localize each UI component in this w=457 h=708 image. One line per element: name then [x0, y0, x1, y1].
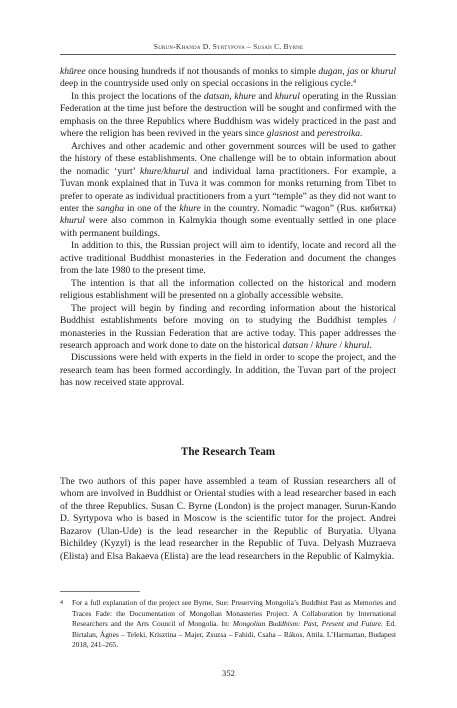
paragraph-6: [60, 303, 396, 353]
text-run: or: [358, 66, 372, 77]
footnote-ref[interactable]: 4: [352, 79, 356, 86]
text-run: deep in the countryside used only on special occasions in the religious cycle.: [60, 78, 353, 90]
text-run: were also common in Kalmykia though some eventually settled in one place with permanent buildings.: [60, 215, 396, 239]
text-run: in one of the: [124, 202, 180, 214]
paragraph-4: In addition to this, the Russian project will aim to identify, locate and record all the active traditional Buddhist monasteries in the Federation and document the changes from the late 1980 to the present time.: [60, 240, 396, 277]
term-dugan: dugan: [318, 66, 343, 77]
term-perestroika: perestroika: [317, 128, 360, 140]
running-header: [0, 42, 457, 51]
header-rule: [60, 54, 396, 55]
term-khure-khurul: khure/khurul: [140, 165, 189, 177]
text-run: Archives and other academic and other government sources will be used to gather the history of these establishments. One challenge will be to obtain information about the nomadic ‘yurt’: [60, 140, 396, 177]
text-run: once housing hundreds if not thousands of monks to simple: [85, 66, 319, 77]
term-datsan: datsan: [203, 90, 230, 102]
text-run: /: [308, 339, 316, 351]
text-run: and individual lama practitioners. For example, a Tuvan monk explained that in Tuva it was common for monks returning from Tibet to prefer to operate as individual practitioners from a yurt “temple” as they did not want to enter the: [60, 165, 396, 214]
text-run: and: [255, 90, 275, 102]
term-khurul: khurul: [344, 339, 370, 351]
text-run: .: [359, 128, 363, 140]
body-text: [60, 66, 396, 390]
page-number: 352: [222, 668, 235, 678]
term-khure: khure: [179, 202, 201, 214]
paragraph-2: [60, 91, 396, 141]
text-run: In this project the locations of the: [71, 90, 204, 102]
term-khurul: khurul: [274, 90, 300, 102]
text-run: operating in the Russian Federation at the time just before the destruction will be sought and confirmed with the emphasis on the three Republics where Buddhism was widely practiced in the past and where the religion has been revived in the years since: [60, 90, 396, 140]
section-paragraph: The two authors of this paper have assembled a team of Russian researchers all of whom are involved in Buddhist or Oriental studies with a lead researcher based in each of the three Republics. Susan C. Byrne (London) is the project manager. Surun-Kando D. Syrtypova who is based in Moscow is the scientific tutor for the project. Andrei Bazarov (Ulan-Ude) is the lead researcher in the Republic of Buryatia. Ulyana Bichildey (Kyzyl) is the lead researcher in the Republic of Tuva. Delyash Muzraeva (Elista) and Elsa Bakaeva (Elista) are the lead researchers in the Republic of Kalmykia.: [60, 476, 396, 562]
term-khure: khure: [315, 339, 337, 351]
text-run: Ed. Birtalan, Ágnes – Teleki, Krisztina – Majer, Zsuzsa – Fahidi, Csaba – Rákos, Attila. L’Harmattan, Budapest 2018, 241–265.: [72, 619, 396, 649]
section-body: [60, 476, 396, 563]
running-header-text: Surun-Khanda D. Syrtypova – Susan C. Byrne: [153, 42, 304, 51]
footnote-rule: [60, 591, 140, 592]
footnote-number: 4: [60, 600, 63, 606]
term-datsan: datsan: [282, 339, 309, 351]
text-run: .: [369, 339, 372, 351]
paragraph-7: Discussions were held with experts in the field in order to scope the project, and the research team has been formed accordingly. In addition, the Tuvan part of the project has now received state approval.: [60, 352, 396, 389]
text-run: The project will begin by finding and recording information about the historical Buddhist establishments before moving on to studying the Buddhist temples / monasteries in the Russian Federation that are active today. This paper addresses the research approach and work done to date on the historical: [60, 302, 396, 351]
paragraph-5: The intention is that all the information collected on the historical and modern religious establishment will be presented on a globally accessible website.: [60, 277, 396, 302]
section-heading: The Research Team: [180, 446, 276, 458]
footnote-text: [72, 598, 396, 651]
term-khuree: khūree: [60, 66, 86, 77]
paragraph-3: [60, 141, 396, 241]
text-run: in the country. Nomadic “wagon” (Rus. кибитка): [200, 202, 396, 214]
footnote: [60, 598, 396, 651]
text-run: ,: [342, 66, 348, 77]
text-run: For a full explanation of the project see Byrne, Sue: Preserving Mongolia’s Buddhist Past as Memories and Traces Fade: the Documentation of Mongolian Monasteries Project. A Collaboration by International Researchers and the Arts Council of Mongolia. In:: [72, 598, 396, 628]
text-run: /: [336, 339, 345, 351]
footnote-book-title: Mongolian Buddhism: Past, Present and Future.: [232, 619, 383, 628]
term-sangha: sangha: [96, 202, 125, 214]
term-glasnost: glasnost: [266, 128, 299, 140]
term-jas: jas: [347, 66, 359, 77]
term-khurul: khurul: [60, 215, 85, 227]
paragraph-1: [60, 66, 396, 91]
text-run: and: [298, 128, 318, 140]
term-khure: khure: [234, 90, 256, 102]
term-khurul: khurul: [371, 66, 396, 77]
text-run: ,: [229, 90, 235, 102]
